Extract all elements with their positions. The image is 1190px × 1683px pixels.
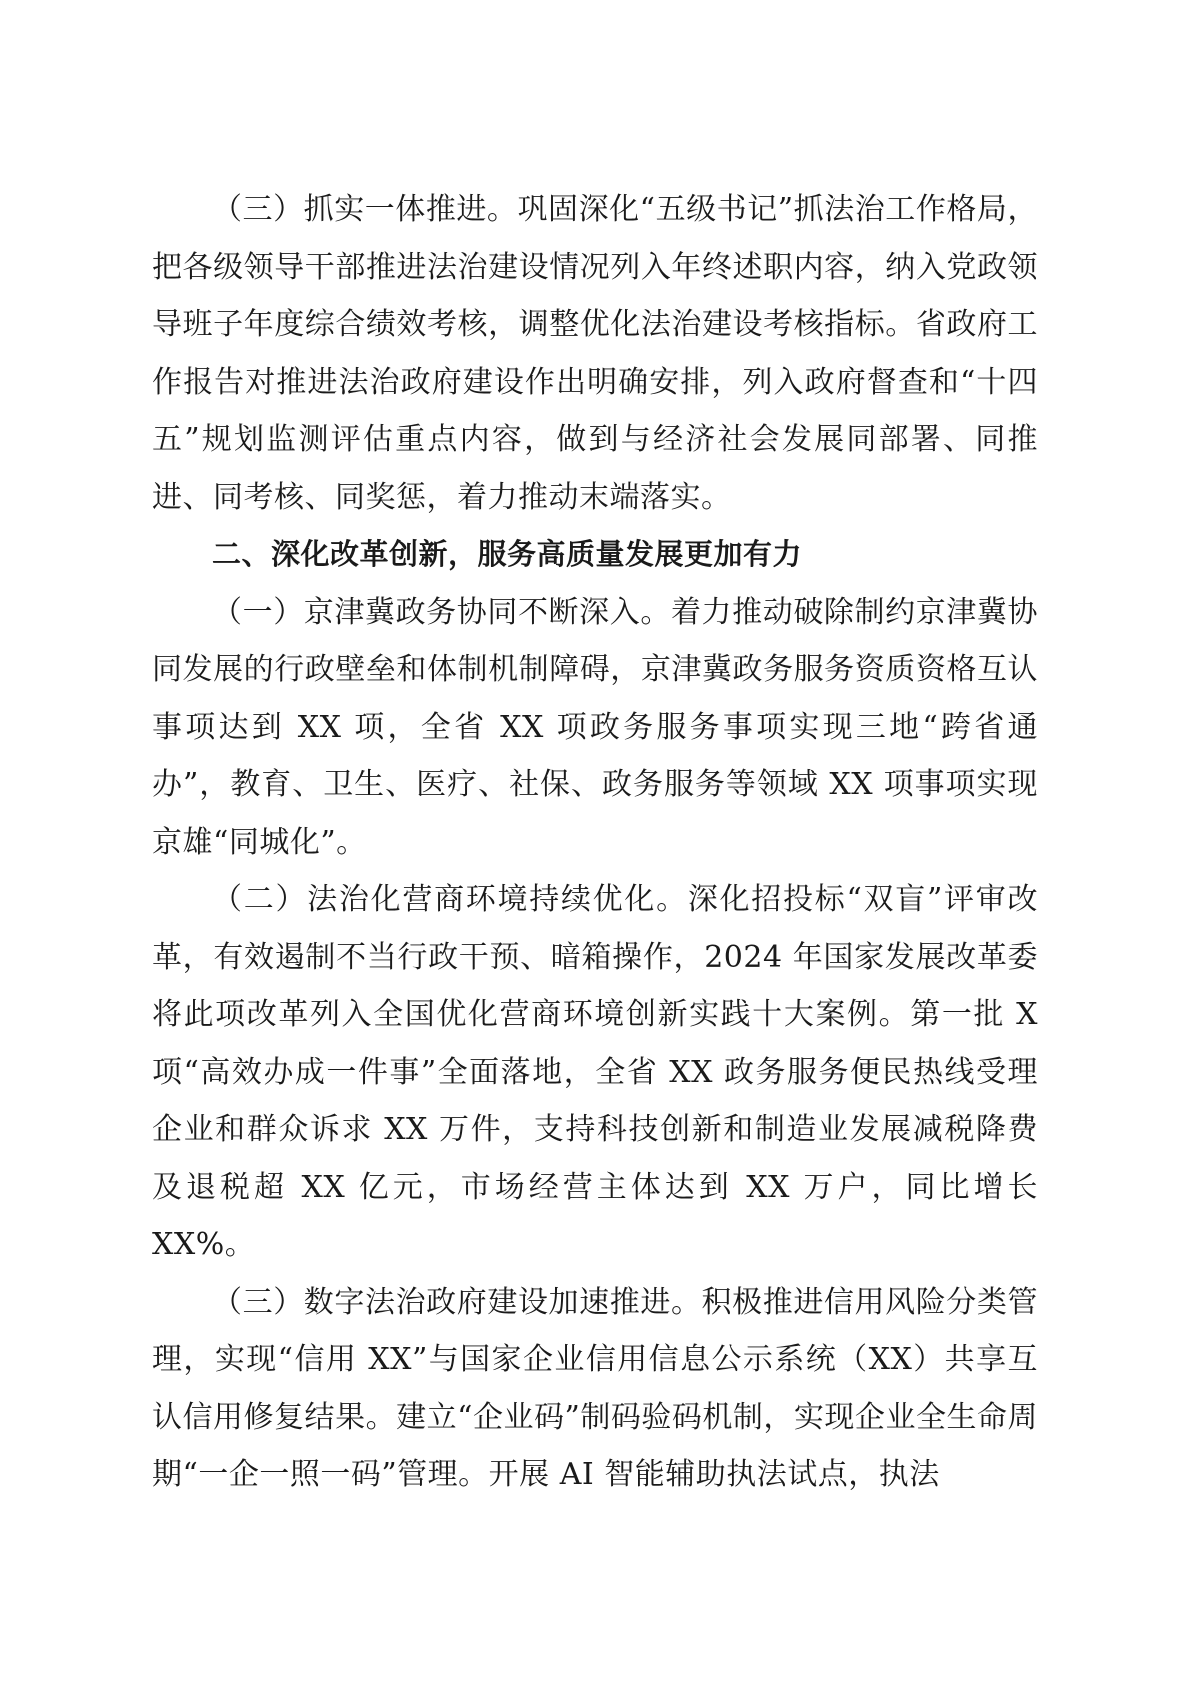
document-body: [152, 181, 1038, 1504]
paragraph-jingjinji-coordination: （一）京津冀政务协同不断深入。着力推动破除制约京津冀协同发展的行政壁垒和体制机制障碍，京津冀政务服务资质资格互认事项达到 XX 项，全省 XX 项政务服务事项实现三地“跨省通办”，教育、卫生、医疗、社保、政务服务等领域 XX 项事项实现京雄“同城化”。: [152, 594, 1038, 860]
paragraph-digital-government: （三）数字法治政府建设加速推进。积极推进信用风险分类管理，实现“信用 XX”与国家企业信用信息公示系统（XX）共享互认信用修复结果。建立“企业码”制码验码机制，实现企业全生命周期“一企一照一码”管理。开展 AI 智能辅助执法试点，执法: [152, 1284, 1038, 1492]
paragraph-integrated-promotion: （三）抓实一体推进。巩固深化“五级书记”抓法治工作格局，把各级领导干部推进法治建设情况列入年终述职内容，纳入党政领导班子年度综合绩效考核，调整优化法治建设考核指标。省政府工作报告对推进法治政府建设作出明确安排，列入政府督查和“十四五”规划监测评估重点内容，做到与经济社会发展同部署、同推进、同考核、同奖惩，着力推动末端落实。: [152, 192, 1038, 515]
section-heading-reform-innovation: 二、深化改革创新，服务高质量发展更加有力: [212, 537, 803, 571]
paragraph-business-environment: （二）法治化营商环境持续优化。深化招投标“双盲”评审改革，有效遏制不当行政干预、暗箱操作，2024 年国家发展改革委将此项改革列入全国优化营商环境创新实践十大案例。第一批 X 项“高效办成一件事”全面落地，全省 XX 政务服务便民热线受理企业和群众诉求 XX 万件，支持科技创新和制造业发展减税降费及退税超 XX 亿元，市场经营主体达到 XX 万户，同比增长XX%。: [152, 882, 1038, 1262]
